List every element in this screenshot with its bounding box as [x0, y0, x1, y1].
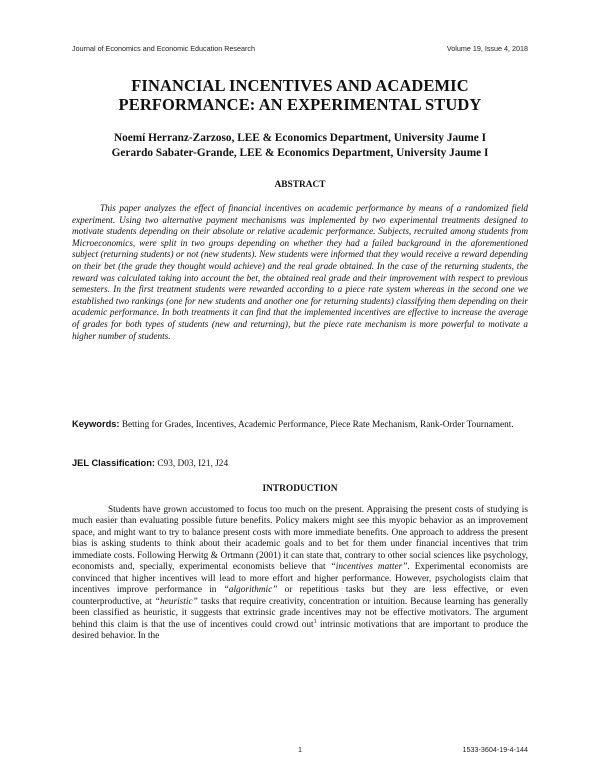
intro-quote-1: “incentives matter” [330, 562, 408, 573]
jel-codes: C93, D03, I21, J24 [157, 459, 229, 469]
intro-quote-3: “heuristic” [154, 596, 198, 607]
intro-text-3: or repetitious tasks but they are less effective, or even counterproductive, at [72, 585, 528, 607]
abstract-heading: ABSTRACT [274, 180, 326, 190]
author-list [60, 131, 540, 160]
jel-label: JEL Classification: [72, 458, 156, 468]
intro-text-5: intrinsic motivations that are important to produce the desired behavior. In the [72, 619, 528, 641]
page-number: 1 [298, 745, 302, 754]
intro-text-4: tasks that require creativity, concentration or intuition. Because learning has generally been classified as heuristic, it suggests that extrinsic grade incentives may not be effective motivators. The argument behind this claim is that the use of incentives could crowd out [72, 596, 528, 630]
keywords-label: Keywords: [72, 419, 120, 429]
intro-text-1: Students have grown accustomed to focus too much on the present. Appraising the present costs of studying is much easier than evaluating possible future benefits. Policy makers might see this myopic behavior as an improvement space, and might want to try to balance present costs with more immediate benefits. One approach to address the present bias is asking students to think about their academic goals and to bet for them under financial incentives that trim immediate costs. Following Herwitg & Ortmann (2001) it can state that, contrary to other social sciences like psychology, economists and, specially, experimental economists believe that [72, 505, 528, 573]
paper-title [60, 76, 540, 114]
footnote-marker[interactable]: 1 [313, 618, 317, 625]
journal-name: Journal of Economics and Economic Education Research [72, 44, 255, 53]
keywords [72, 419, 528, 432]
jel-classification [72, 458, 528, 471]
intro-quote-2: “algorithmic” [223, 585, 278, 596]
author-1: Noemí Herranz-Zarzoso, LEE & Economics Department, University Jaume I [113, 132, 487, 144]
keywords-text: Betting for Grades, Incentives, Academic Performance, Piece Rate Mechanism, Rank-Order Tournament. [121, 420, 514, 430]
running-header [72, 44, 528, 56]
abstract-text: This paper analyzes the effect of financial incentives on academic performance by means of a randomized field experiment. Using two alternative payment mechanisms was implemented by two experimental treatments designed to motivate students depending on their absolute or relative academic performance. Subjects, recruited among students from Microeconomics, were split in two groups depending on whether they had a failed background in the aforementioned subject (returning students) or not (new students). New students were informed that they would receive a reward depending on their bet (the grade they thought would achieve) and the real grade obtained. In the case of the returning students, the reward was calculated taking into account the bet, the obtained real grade and their improvement with respect to previous semesters. In the first treatment students were rewarded according to a piece rate system whereas in the second one we established two rankings (one for new students and another one for returning students) classifying them depending on their academic performance. In both treatments it can find that the implemented incentives are effective to increase the average of grades for both types of students (new and returning), but the piece rate mechanism is more powerful to motivate a higher number of students. [72, 203, 528, 341]
page-footer [72, 745, 528, 757]
intro-text-2: . Experimental economists are convinced that higher incentives will lead to more effort and higher performance. However, psychologists claim that incentives improve performance in [72, 562, 528, 596]
volume-issue: Volume 19, Issue 4, 2018 [446, 44, 528, 53]
title-line-1: FINANCIAL INCENTIVES AND ACADEMIC [131, 76, 469, 95]
introduction-heading: INTRODUCTION [262, 484, 338, 494]
article-id: 1533-3604-19-4-144 [462, 745, 528, 754]
title-line-2: PERFORMANCE: AN EXPERIMENTAL STUDY [118, 95, 482, 114]
introduction-paragraph [72, 505, 528, 642]
author-2: Gerardo Sabater-Grande, LEE & Economics Department, University Jaume I [111, 146, 489, 159]
